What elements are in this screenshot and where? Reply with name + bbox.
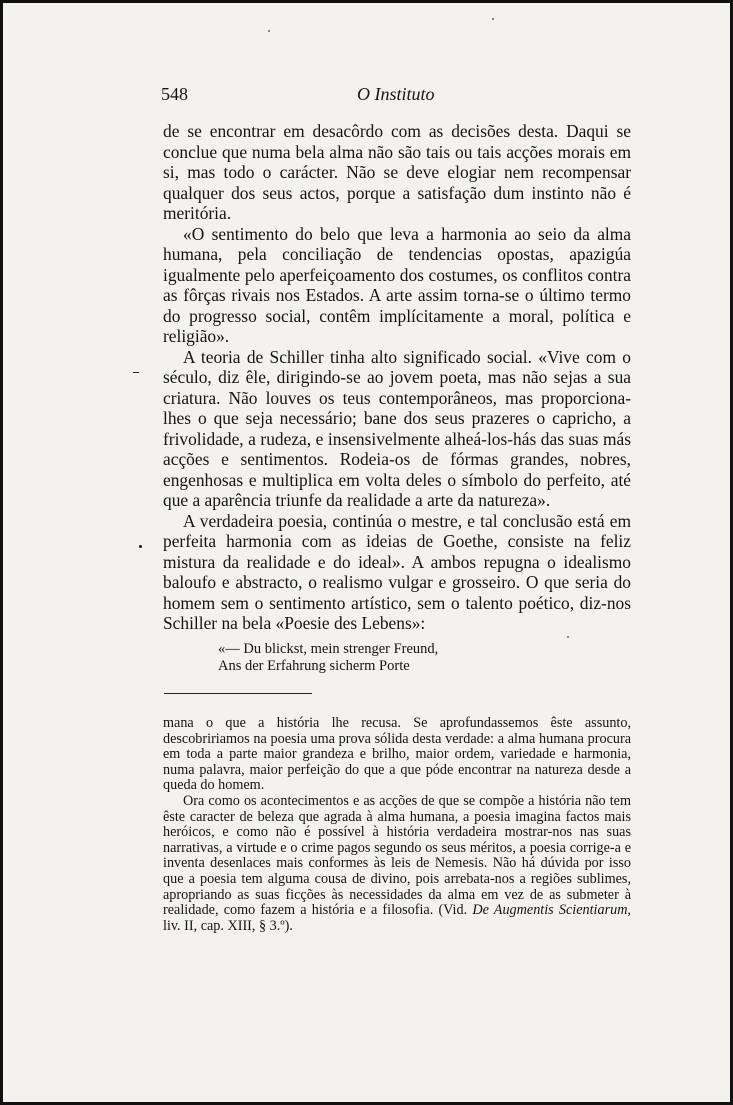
paragraph: «O sentimento do belo que leva a harmonia ao seio da alma humana, pela conciliação de tendencias opostas, apazigúa igualmente pelo aperfeiçoamento dos costumes, os conflitos contra as fôrças rivais nos Estados. A arte assim torna-se o último termo do progresso social, contêm implícitamente a moral, política e religião».	[163, 223, 631, 346]
footnote-paragraph	[163, 794, 631, 934]
footnote-paragraph: mana o que a história lhe recusa. Se aprofundassemos êste assunto, descobririamos na poesia uma prova sólida desta verdade: a alma humana procura em toda a parte maior grandeza e brilho, maior ordem, variedade e harmonia, numa palavra, maior perfeição do que a que póde encontrar na natureza desde a queda do homem.	[163, 715, 631, 794]
print-speck	[268, 30, 270, 32]
print-speck	[567, 636, 569, 638]
running-title: O Instituto	[357, 84, 435, 104]
main-text	[163, 121, 631, 634]
verse-line: Ans der Erfahrung sicherm Porte	[218, 658, 410, 674]
footnote-text: Ora como os acontecimentos e as acções de que se compõe a história não tem êste caracter de beleza que agrada à alma humana, a poesia imagina factos mais heróicos, e como não é possível à história verdadeira mostrar-nos nas suas narrativas, a virtude e o crime pagos segundo os seus méritos, a poesia corrige-a e inventa desenlaces mais conformes às leis de Nemesis. Não há dúvida por isso que a poesia tem alguma cousa de divino, pois arrebata-nos a regiões sublimes, apropriando as suas ficções às necessidades da alma em vez de as submeter à realidade, como fazem a história e a filosofia. (Vid.	[163, 792, 631, 919]
print-speck	[492, 18, 494, 20]
cited-work-title: De Augmentis Scientiarum,	[472, 902, 631, 919]
verse-quotation	[218, 641, 598, 675]
page-number: 548	[161, 84, 188, 104]
paragraph: A teoria de Schiller tinha alto significado social. «Vive com o século, diz êle, dirigindo-se ao jovem poeta, mas não sejas a sua criatura. Não louves os teus contemporâneos, mas proporciona-lhes o que seja necessário; bane dos seus prazeres o capricho, a frivolidade, a rudeza, e insensivelmente alheá-los-hás das suas más acções e sentimentos. Rodeia-os de fórmas grandes, nobres, engenhosas e multiplica em volta deles o símbolo do perfeito, até que a aparência triunfe da realidade a arte da natureza».	[163, 346, 631, 510]
marginal-mark	[139, 545, 142, 548]
marginal-mark	[133, 372, 139, 373]
page-header	[161, 84, 631, 110]
footnote-text: liv. II, cap. XIII, § 3.º).	[163, 917, 293, 934]
verse-line: «— Du blickst, mein strenger Freund,	[218, 641, 439, 657]
footnote	[163, 716, 631, 934]
footnote-rule	[164, 693, 312, 694]
paragraph: de se encontrar em desacôrdo com as decisões desta. Daqui se conclue que numa bela alma não são tais ou tais acções morais em si, mas todo o carácter. Não se deve elogiar nem recompensar qualquer dos seus actos, porque a satisfação dum instinto não é meritória.	[163, 121, 631, 223]
paragraph: A verdadeira poesia, continúa o mestre, e tal conclusão está em perfeita harmonia com as ideias de Goethe, consiste na feliz mistura da realidade e do ideal». A ambos repugna o idealismo baloufo e abstracto, o realismo vulgar e grosseiro. O que seria do homem sem o sentimento artístico, sem o talento poético, diz-nos Schiller na bela «Poesie des Lebens»:	[163, 510, 631, 633]
